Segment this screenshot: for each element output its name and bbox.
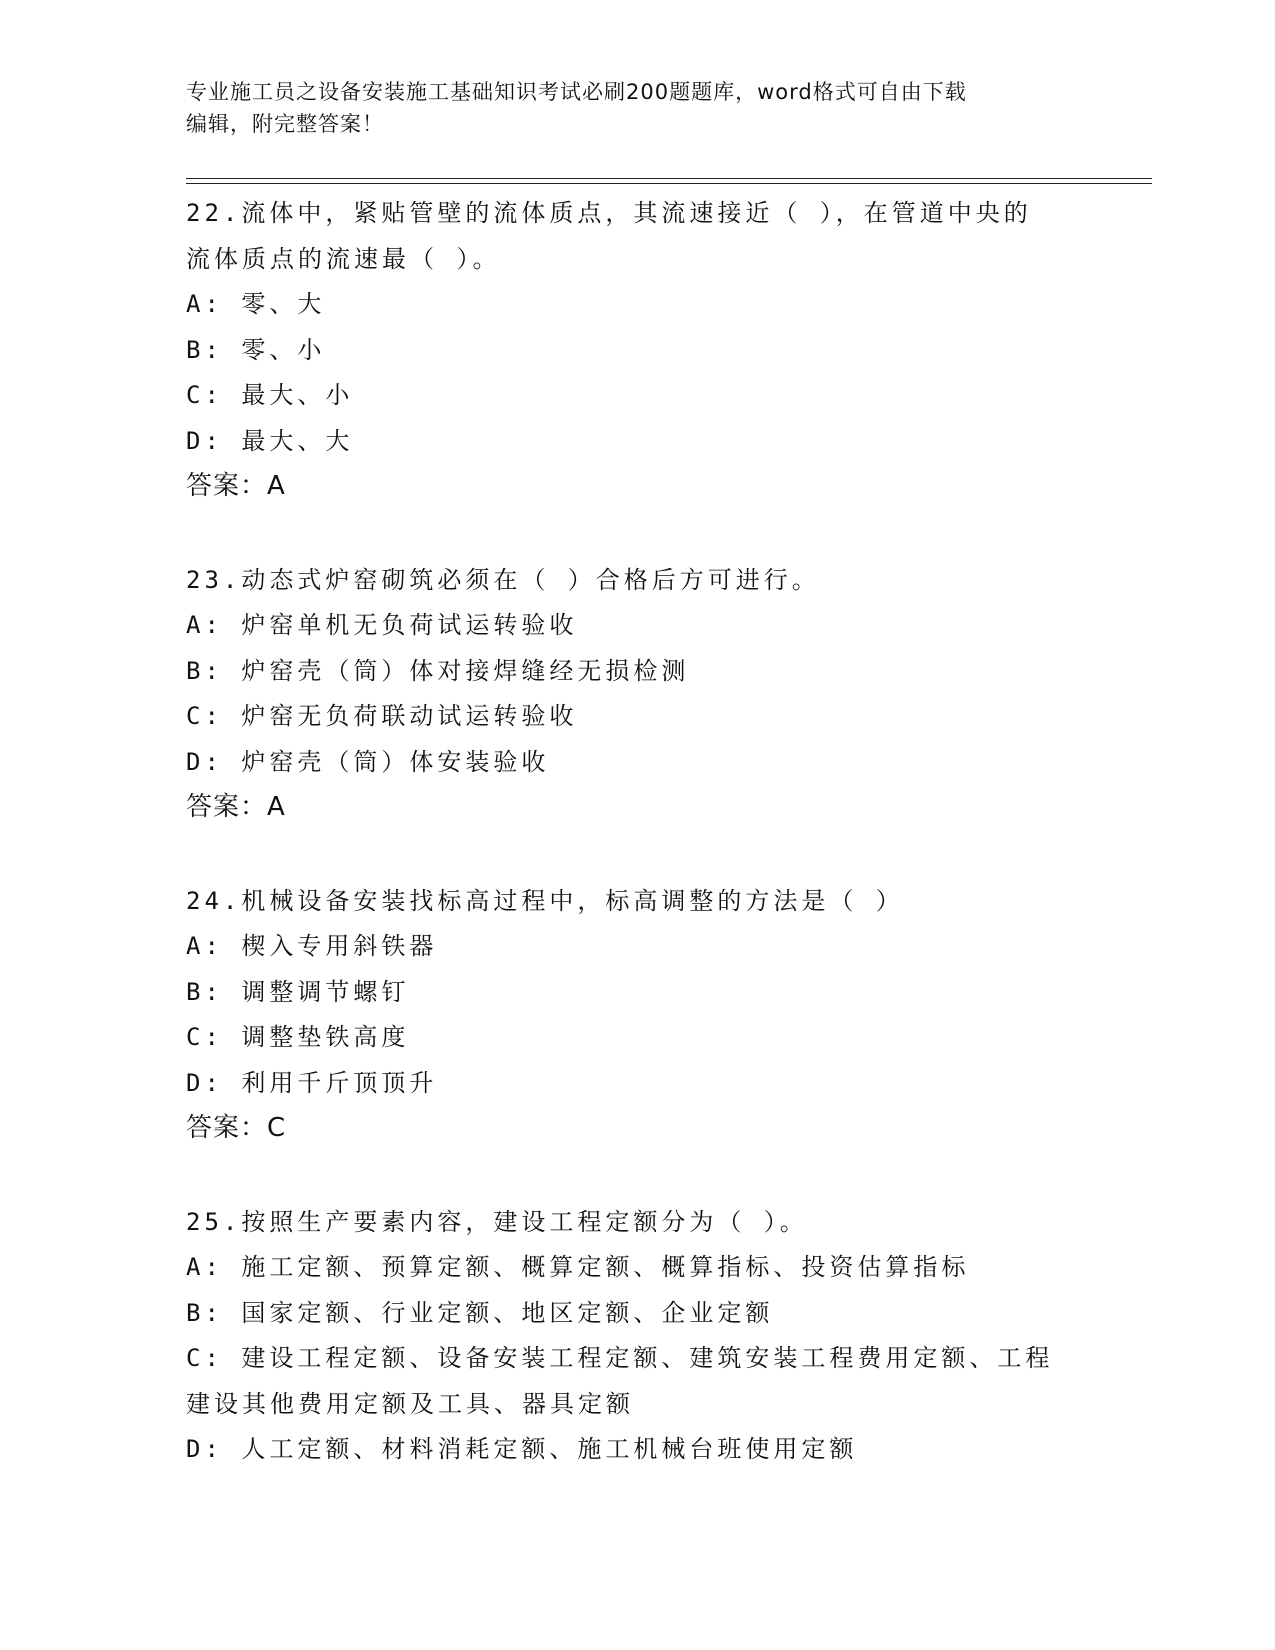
question-22 [186,191,1086,510]
question-25 [186,1200,1086,1473]
header-title-line-1: 专业施工员之设备安装施工基础知识考试必刷200题题库，word格式可自由下载 [186,80,967,104]
option-d: D: 利用千斤顶顶升 [186,1068,438,1097]
option-c: C: 炉窑无负荷联动试运转验收 [186,702,578,730]
option-a: A: 炉窑单机无负荷试运转验收 [186,611,578,639]
option-c-continued: 建设其他费用定额及工具、器具定额 [186,1389,634,1418]
answer: 答案：A [186,471,286,501]
option-b: B: 炉窑壳（筒）体对接焊缝经无损检测 [186,656,690,685]
question-stem: 23.动态式炉窑砌筑必须在（ ）合格后方可进行。 [186,565,820,594]
option-d: D: 炉窑壳（筒）体安装验收 [186,747,550,776]
option-a: A: 零、大 [186,290,326,318]
option-c: C: 建设工程定额、设备安装工程定额、建筑安装工程费用定额、工程 [186,1344,1054,1372]
option-a: A: 施工定额、预算定额、概算定额、概算指标、投资估算指标 [186,1253,970,1281]
question-stem: 25.按照生产要素内容，建设工程定额分为（ ）。 [186,1207,808,1236]
option-b: B: 零、小 [186,335,326,364]
option-b: B: 调整调节螺钉 [186,977,410,1006]
question-stem: 24.机械设备安装找标高过程中，标高调整的方法是（ ） [186,886,904,915]
option-d: D: 人工定额、材料消耗定额、施工机械台班使用定额 [186,1435,858,1463]
question-list [186,191,1086,1521]
document-header [186,76,1086,140]
option-c: C: 最大、小 [186,381,354,409]
header-title-line-2: 编辑，附完整答案！ [186,112,384,136]
header-divider-bottom [186,183,1152,184]
question-24 [186,879,1086,1152]
header-divider-top [186,178,1152,179]
answer: 答案：A [186,792,286,822]
option-c: C: 调整垫铁高度 [186,1023,410,1051]
question-stem-continued: 流体质点的流速最（ ）。 [186,244,501,273]
option-d: D: 最大、大 [186,426,354,455]
answer: 答案：C [186,1113,287,1143]
option-b: B: 国家定额、行业定额、地区定额、企业定额 [186,1298,774,1327]
option-a: A: 楔入专用斜铁器 [186,932,438,960]
question-23 [186,558,1086,831]
question-stem: 22.流体中，紧贴管壁的流体质点，其流速接近（ ），在管道中央的 [186,199,1032,227]
